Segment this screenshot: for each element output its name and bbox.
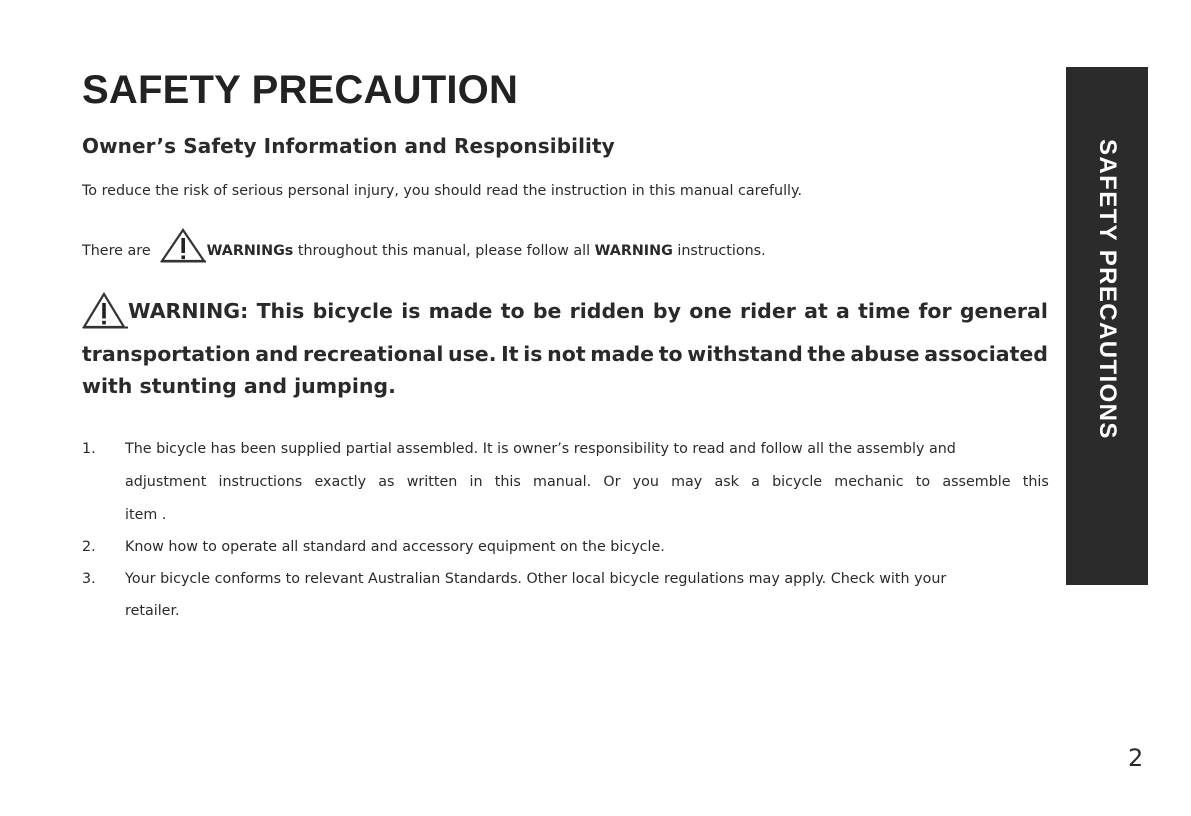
word: Or (603, 474, 621, 490)
warning-word: general (959, 299, 1048, 323)
warning-line-3: with stunting and jumping. (82, 374, 396, 398)
list-item-text: retailer. (125, 603, 180, 619)
word: is (523, 342, 543, 366)
list-item-text: The bicycle has been supplied partial assembled. It is owner’s responsibility to read and follow all the assembly and (125, 441, 956, 457)
warning-word: for (918, 299, 952, 323)
warning-word: by (652, 299, 681, 323)
intro-paragraph: To reduce the risk of serious personal injury, you should read the instruction in this manual carefully. (82, 183, 802, 199)
word: and (255, 342, 299, 366)
page-title: SAFETY PRECAUTION (82, 68, 519, 112)
warning-statement (82, 292, 1048, 402)
word: to (658, 342, 683, 366)
word: not (547, 342, 586, 366)
word: as (378, 474, 395, 490)
word: abuse (850, 342, 920, 366)
list-number: 3. (82, 571, 96, 587)
warning-word: WARNING: (128, 299, 249, 323)
warning-triangle-icon (82, 292, 128, 330)
word: instructions (218, 474, 303, 490)
side-tab-label: SAFETY PRECAUTIONS (1094, 139, 1121, 440)
word: a (751, 474, 760, 490)
warning-word: made (428, 299, 493, 323)
word: It (501, 342, 519, 366)
warning-word: rider (740, 299, 796, 323)
word: mechanic (834, 474, 904, 490)
word: may (671, 474, 703, 490)
list-item-text: Know how to operate all standard and accessory equipment on the bicycle. (125, 539, 665, 555)
list-item-text: item . (125, 507, 167, 523)
list-number: 2. (82, 539, 96, 555)
word: manual. (533, 474, 592, 490)
warning-word: ridden (569, 299, 645, 323)
word: in (469, 474, 483, 490)
warnings-note-suffix: instructions. (672, 243, 766, 259)
word: to (915, 474, 931, 490)
warning-word: to (500, 299, 525, 323)
list-number: 1. (82, 441, 96, 457)
warning-line-1 (82, 292, 1048, 330)
word: ask (714, 474, 739, 490)
word: this (494, 474, 521, 490)
word: the (807, 342, 846, 366)
warning-triangle-icon (159, 228, 207, 264)
word: recreational (302, 342, 444, 366)
warning-word: bicycle (312, 299, 393, 323)
list-item-text (125, 474, 1049, 490)
warnings-note-prefix: There are (82, 243, 151, 259)
warnings-note (82, 228, 766, 262)
word: transportation (82, 342, 251, 366)
warning-word: be (532, 299, 562, 323)
warning-word: time (858, 299, 911, 323)
warning-word: This (256, 299, 305, 323)
word: associated (924, 342, 1048, 366)
warning-word: is (401, 299, 421, 323)
word: adjustment (125, 474, 207, 490)
warnings-bold-term: WARNINGs (206, 243, 294, 259)
warning-line-2 (82, 338, 1048, 370)
warning-word: at (804, 299, 828, 323)
word: assemble (942, 474, 1011, 490)
warning-word: one (689, 299, 732, 323)
word: you (632, 474, 659, 490)
page-number: 2 (1128, 744, 1144, 772)
warning-bold-term: WARNING (594, 243, 673, 259)
word: this (1022, 474, 1049, 490)
word: bicycle (772, 474, 823, 490)
warnings-note-mid: throughout this manual, please follow all (293, 243, 595, 259)
word: withstand (687, 342, 803, 366)
section-subtitle: Owner’s Safety Information and Responsibility (82, 134, 615, 158)
list-item-text: Your bicycle conforms to relevant Australian Standards. Other local bicycle regulations may apply. Check with your (125, 571, 947, 587)
word: exactly (314, 474, 367, 490)
word: use. (448, 342, 497, 366)
warning-word: a (836, 299, 850, 323)
word: made (590, 342, 655, 366)
word: written (406, 474, 458, 490)
